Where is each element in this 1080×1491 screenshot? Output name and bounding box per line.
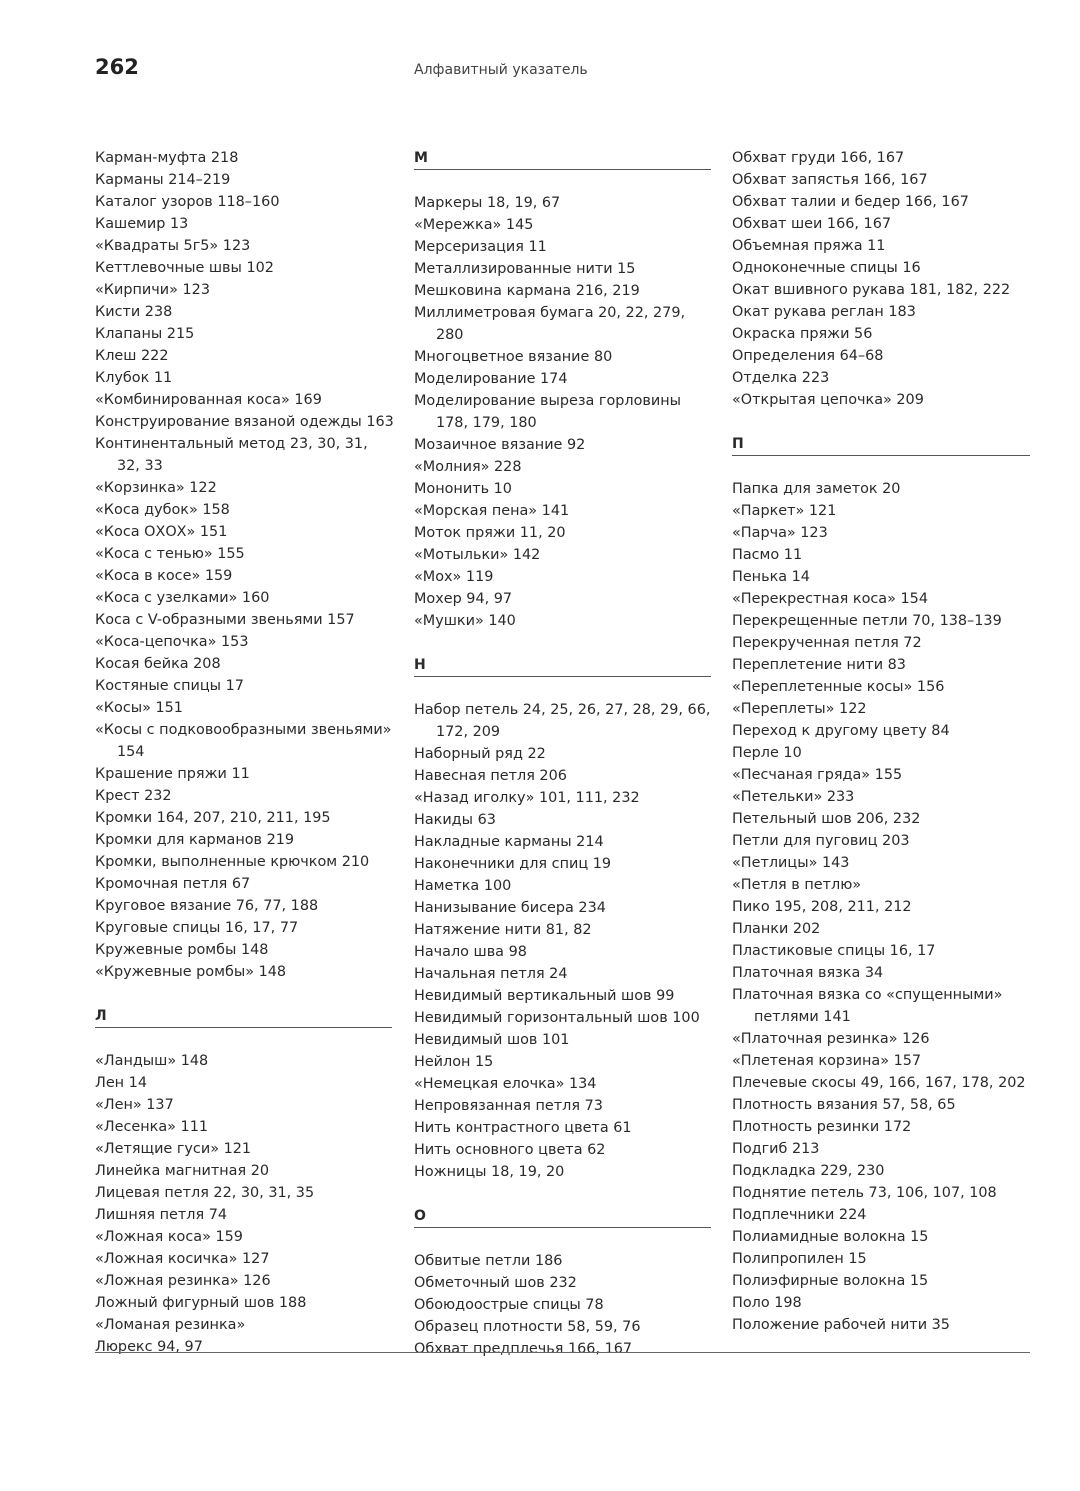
index-entry: Крашение пряжи 11 [95,766,250,782]
index-entry: Обхват груди 166, 167 [732,150,905,166]
index-entry: «Косы с подковообразными звеньями» 154 [95,722,392,760]
index-entry: «Коса с узелками» 160 [95,590,270,606]
index-entry: Нейлон 15 [414,1054,494,1070]
index-entry: «Мережка» 145 [414,217,534,233]
index-entry: Конструирование вязаной одежды 163 [95,414,394,430]
index-entry: Пластиковые спицы 16, 17 [732,943,936,959]
index-entry: Переплетение нити 83 [732,657,906,673]
index-entry: Моделирование выреза горловины 178, 179, 180 [414,393,681,431]
index-entry: Отделка 223 [732,370,830,386]
index-entry: «Летящие гуси» 121 [95,1141,252,1157]
index-entry: Переход к другому цвету 84 [732,723,950,739]
index-entry: Маркеры 18, 19, 67 [414,195,561,211]
index-entry: Пико 195, 208, 211, 212 [732,899,912,915]
index-entry: Платочная вязка со «спущенными» петлями 141 [732,987,1003,1025]
index-entry: Наметка 100 [414,878,512,894]
index-entry: Непровязанная петля 73 [414,1098,603,1114]
index-entry: «Кружевные ромбы» 148 [95,964,287,980]
letter-heading: П [732,433,1030,456]
index-entry: Поло 198 [732,1295,802,1311]
index-entry: Обвитые петли 186 [414,1253,563,1269]
index-entry: Крест 232 [95,788,172,804]
index-entry: «Переплеты» 122 [732,701,867,717]
index-entry: Косая бейка 208 [95,656,221,672]
index-entry: «Лесенка» 111 [95,1119,209,1135]
index-entry: Мешковина кармана 216, 219 [414,283,640,299]
index-entry: Лицевая петля 22, 30, 31, 35 [95,1185,315,1201]
index-entry: Платочная вязка 34 [732,965,884,981]
index-entry: «Ломаная резинка» [95,1317,246,1333]
index-entry: Обхват запястья 166, 167 [732,172,928,188]
index-entry: «Корзинка» 122 [95,480,217,496]
index-entry: Многоцветное вязание 80 [414,349,613,365]
index-entry: «Перекрестная коса» 154 [732,591,928,607]
index-entry: Каталог узоров 118–160 [95,194,280,210]
index-entry: «Кирпичи» 123 [95,282,210,298]
index-entry: Моделирование 174 [414,371,568,387]
index-entry: Лишняя петля 74 [95,1207,228,1223]
index-entry: Обхват шеи 166, 167 [732,216,892,232]
index-entry: Плотность резинки 172 [732,1119,912,1135]
index-entry: «Коса ОХОХ» 151 [95,524,228,540]
index-entry: «Песчаная гряда» 155 [732,767,903,783]
index-entry: Круговые спицы 16, 17, 77 [95,920,299,936]
index-entry: Обхват талии и бедер 166, 167 [732,194,969,210]
index-entry: «Молния» 228 [414,459,522,475]
index-entry: «Ложная косичка» 127 [95,1251,270,1267]
index-entry: Петельный шов 206, 232 [732,811,921,827]
letter-heading: О [414,1205,711,1228]
index-entry: «Коса в косе» 159 [95,568,233,584]
index-entry: Кружевные ромбы 148 [95,942,269,958]
index-entry: Петли для пуговиц 203 [732,833,910,849]
index-entry: Окраска пряжи 56 [732,326,873,342]
index-entry: Подкладка 229, 230 [732,1163,885,1179]
index-entry: Металлизированные нити 15 [414,261,636,277]
index-entry: Накладные карманы 214 [414,834,604,850]
index-entry: Кромки 164, 207, 210, 211, 195 [95,810,331,826]
index-entry: Клеш 222 [95,348,169,364]
index-entry: Лен 14 [95,1075,147,1091]
page-number: 262 [95,55,139,79]
index-entry: Коса с V-образными звеньями 157 [95,612,355,628]
index-entry: «Петельки» 233 [732,789,855,805]
index-entry: «Коса дубок» 158 [95,502,230,518]
index-entry: «Комбинированная коса» 169 [95,392,322,408]
index-entry: Клубок 11 [95,370,173,386]
index-entry: «Немецкая елочка» 134 [414,1076,597,1092]
index-entry: Кромки для карманов 219 [95,832,295,848]
index-entry: Кромки, выполненные крючком 210 [95,854,370,870]
index-entry: Ложный фигурный шов 188 [95,1295,307,1311]
index-entry: «Петля в петлю» [732,877,862,893]
index-entry: Наборный ряд 22 [414,746,546,762]
index-entry: Окат рукава реглан 183 [732,304,916,320]
index-entry: Перле 10 [732,745,802,761]
index-entry: Мозаичное вязание 92 [414,437,586,453]
index-entry: Круговое вязание 76, 77, 188 [95,898,319,914]
index-entry: Одноконечные спицы 16 [732,260,921,276]
index-entry: «Мох» 119 [414,569,494,585]
index-entry: Плечевые скосы 49, 166, 167, 178, 202 [732,1075,1026,1091]
index-entry: Кисти 238 [95,304,173,320]
index-entry: Натяжение нити 81, 82 [414,922,592,938]
index-entry: Костяные спицы 17 [95,678,244,694]
index-entry: Полипропилен 15 [732,1251,867,1267]
index-entry: «Паркет» 121 [732,503,837,519]
index-entry: «Морская пена» 141 [414,503,570,519]
index-entry: Ножницы 18, 19, 20 [414,1164,565,1180]
index-entry: Карман-муфта 218 [95,150,239,166]
index-entry: Люрекс 94, 97 [95,1339,203,1355]
index-entry: Карманы 214–219 [95,172,231,188]
index-entry: «Коса с тенью» 155 [95,546,245,562]
index-entry: Перекрещенные петли 70, 138–139 [732,613,1002,629]
index-entry: Линейка магнитная 20 [95,1163,270,1179]
index-entry: Начало шва 98 [414,944,527,960]
index-column-1 [95,147,395,1358]
index-entry: «Переплетенные косы» 156 [732,679,945,695]
index-entry: Невидимый горизонтальный шов 100 [414,1010,700,1026]
index-entry: «Плетеная корзина» 157 [732,1053,922,1069]
running-title: Алфавитный указатель [414,62,588,78]
index-entry: Планки 202 [732,921,821,937]
index-entry: Полиэфирные волокна 15 [732,1273,929,1289]
index-entry: Континентальный метод 23, 30, 31, 32, 33 [95,436,368,474]
index-entry: Обхват предплечья 166, 167 [414,1341,633,1357]
index-entry: «Парча» 123 [732,525,828,541]
index-entry: «Мушки» 140 [414,613,516,629]
index-entry: Объемная пряжа 11 [732,238,886,254]
index-entry: Папка для заметок 20 [732,481,901,497]
index-entry: Нанизывание бисера 234 [414,900,606,916]
index-entry: Пасмо 11 [732,547,803,563]
index-entry: «Открытая цепочка» 209 [732,392,924,408]
index-entry: Плотность вязания 57, 58, 65 [732,1097,956,1113]
index-entry: Невидимый шов 101 [414,1032,570,1048]
index-entry: Мохер 94, 97 [414,591,513,607]
index-entry: Кромочная петля 67 [95,876,251,892]
index-entry: «Квадраты 5г5» 123 [95,238,251,254]
index-entry: Определения 64–68 [732,348,884,364]
index-entry: «Ландыш» 148 [95,1053,209,1069]
index-entry: Набор петель 24, 25, 26, 27, 28, 29, 66, 172, 209 [414,702,711,740]
index-entry: Окат вшивного рукава 181, 182, 222 [732,282,1011,298]
index-entry: Клапаны 215 [95,326,195,342]
index-entry: Мононить 10 [414,481,512,497]
index-entry: «Ложная резинка» 126 [95,1273,271,1289]
index-entry: «Петлицы» 143 [732,855,850,871]
letter-heading: Н [414,654,711,677]
index-entry: «Назад иголку» 101, 111, 232 [414,790,640,806]
index-entry: «Лен» 137 [95,1097,174,1113]
index-entry: «Косы» 151 [95,700,183,716]
index-entry: Положение рабочей нити 35 [732,1317,950,1333]
index-entry: Кеттлевочные швы 102 [95,260,274,276]
index-entry: Полиамидные волокна 15 [732,1229,929,1245]
index-entry: «Коса-цепочка» 153 [95,634,249,650]
index-entry: Нить контрастного цвета 61 [414,1120,632,1136]
index-entry: Перекрученная петля 72 [732,635,922,651]
index-entry: Поднятие петель 73, 106, 107, 108 [732,1185,997,1201]
index-entry: Кашемир 13 [95,216,189,232]
index-column-2 [414,147,714,1360]
index-entry: Навесная петля 206 [414,768,567,784]
index-entry: «Мотыльки» 142 [414,547,541,563]
index-entry: «Ложная коса» 159 [95,1229,243,1245]
index-entry: Подплечники 224 [732,1207,867,1223]
letter-heading: М [414,147,711,170]
index-entry: Нить основного цвета 62 [414,1142,606,1158]
index-entry: Пенька 14 [732,569,810,585]
index-entry: Невидимый вертикальный шов 99 [414,988,675,1004]
index-column-3 [732,147,1032,1336]
index-entry: Мерсеризация 11 [414,239,547,255]
index-entry: Подгиб 213 [732,1141,820,1157]
index-entry: Начальная петля 24 [414,966,568,982]
index-entry: Наконечники для спиц 19 [414,856,612,872]
bottom-divider [95,1352,1030,1353]
index-entry: Моток пряжи 11, 20 [414,525,566,541]
index-entry: Накиды 63 [414,812,496,828]
index-entry: Миллиметровая бумага 20, 22, 279, 280 [414,305,686,343]
index-entry: Обметочный шов 232 [414,1275,577,1291]
letter-heading: Л [95,1005,392,1028]
index-entry: Обоюдоострые спицы 78 [414,1297,604,1313]
index-entry: Образец плотности 58, 59, 76 [414,1319,641,1335]
index-entry: «Платочная резинка» 126 [732,1031,930,1047]
